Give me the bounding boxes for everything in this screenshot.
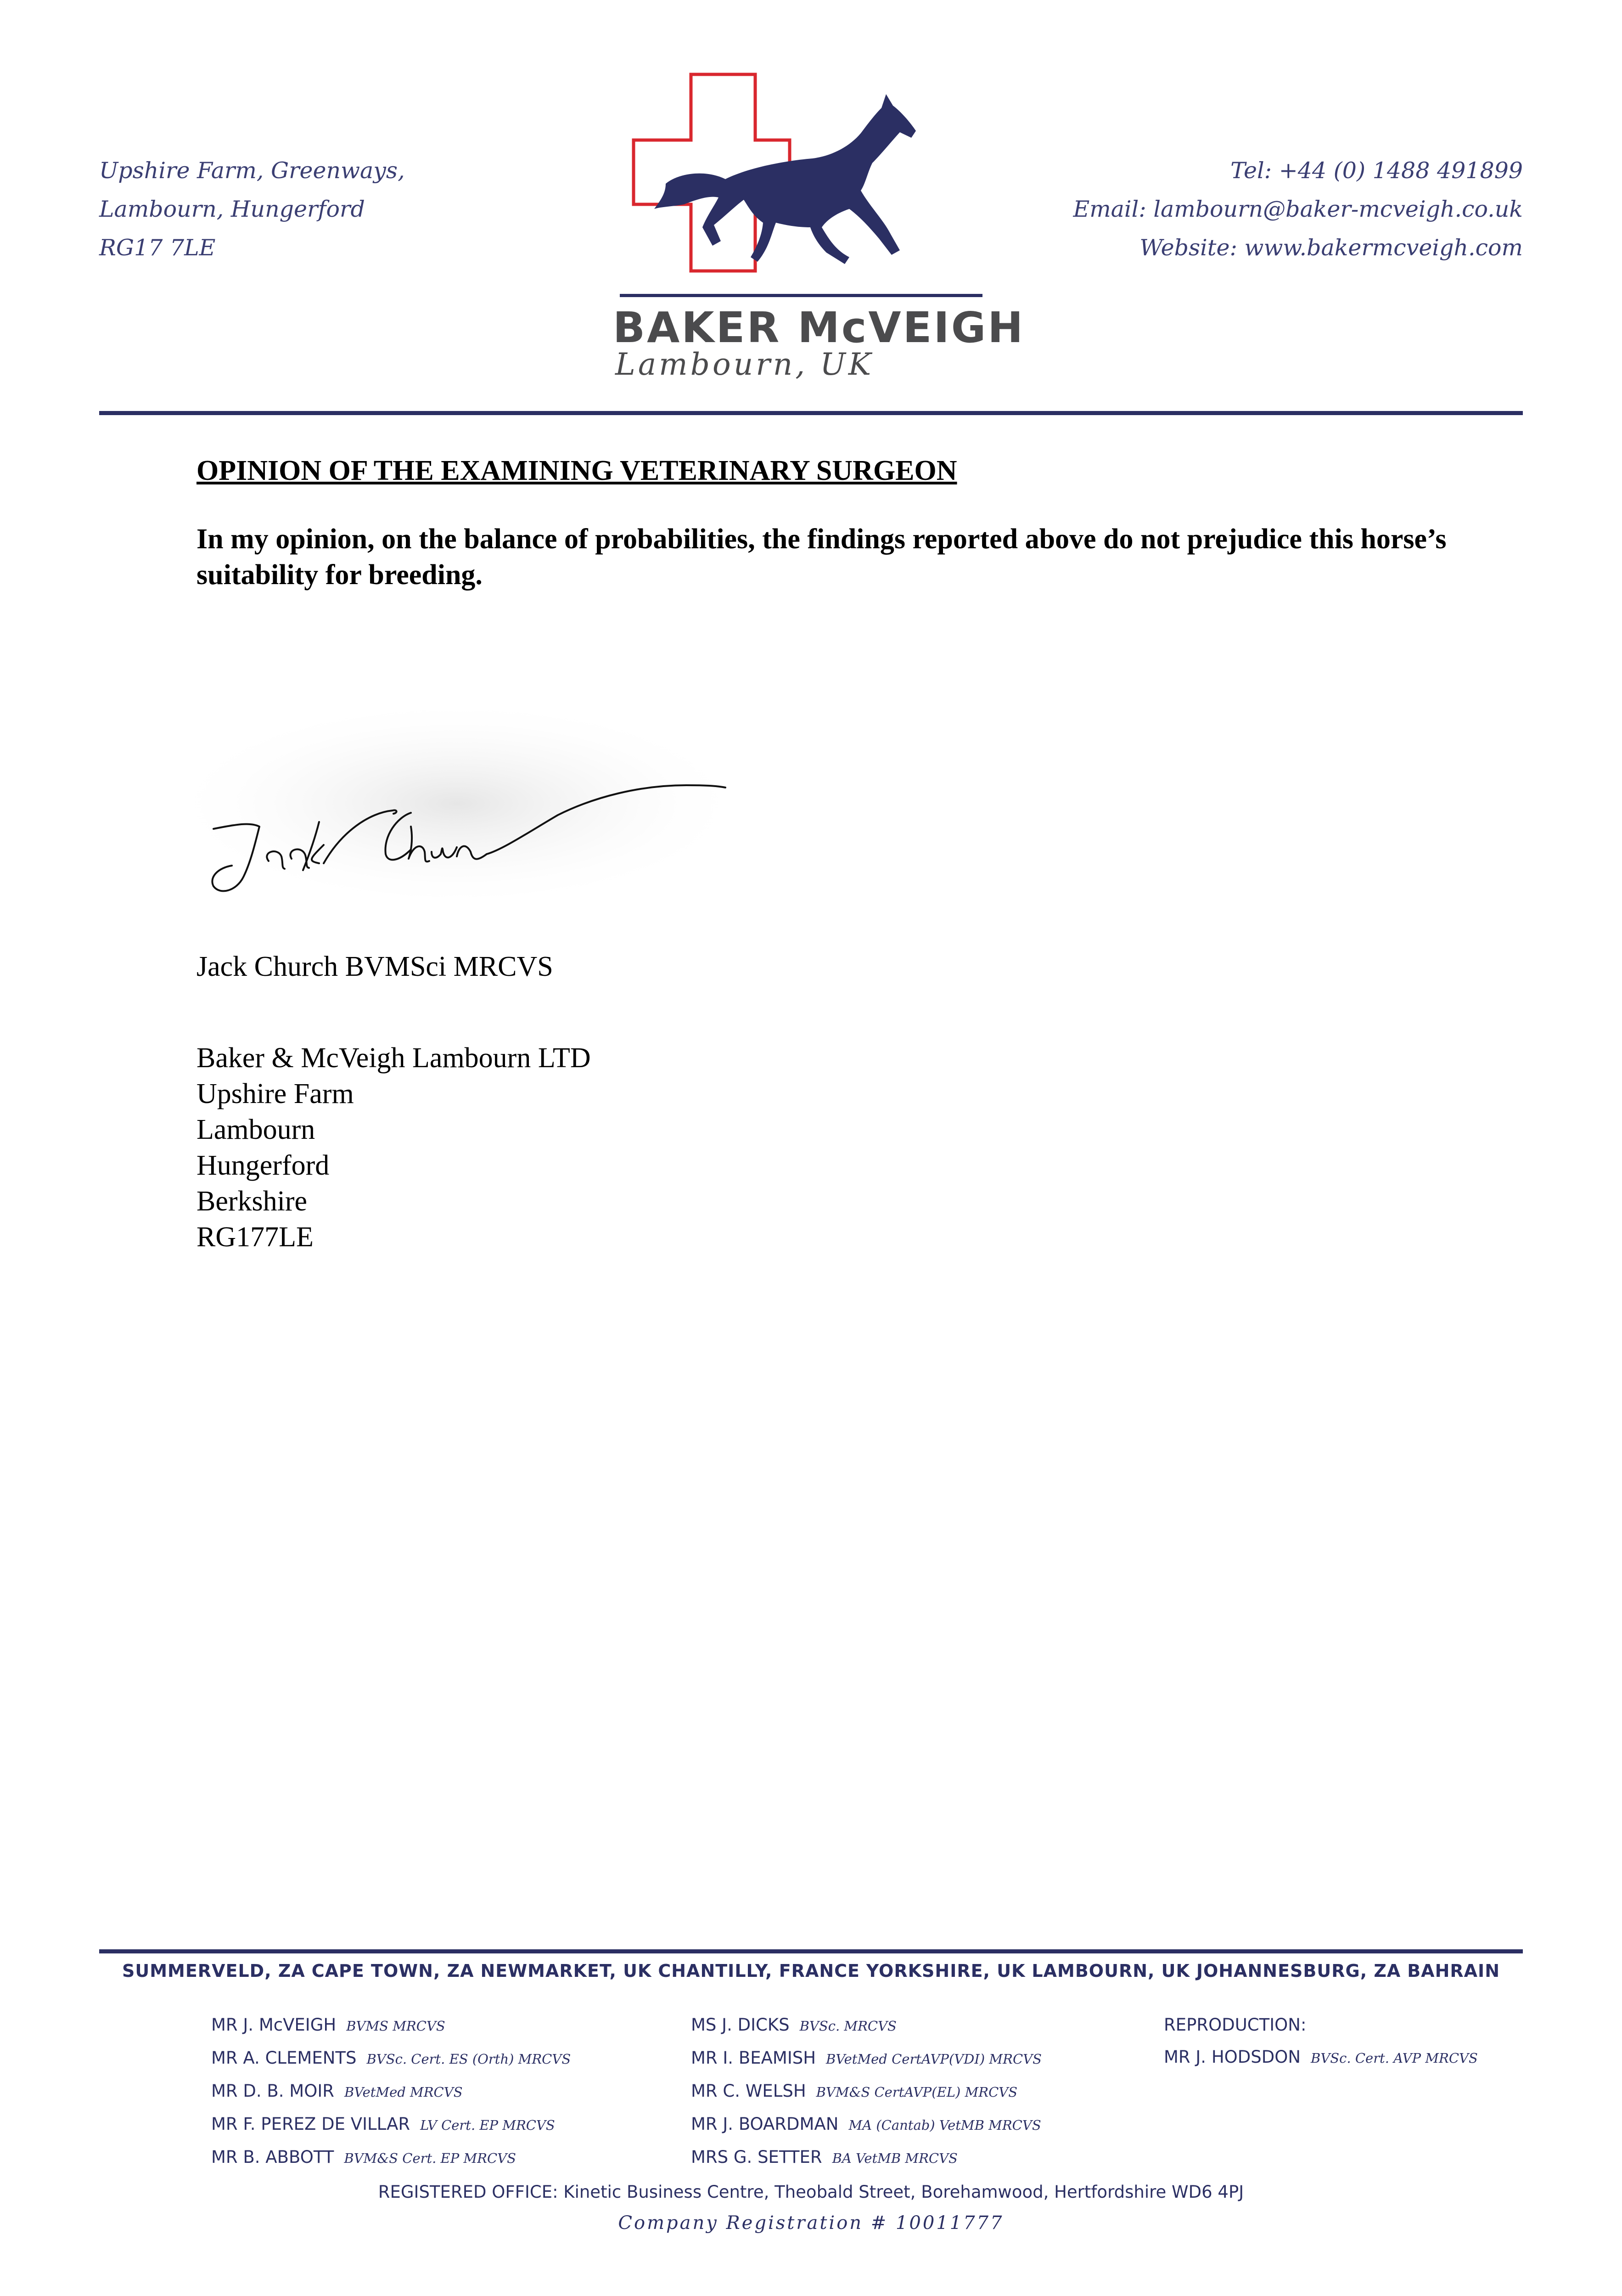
- staff-row: [691, 2108, 1042, 2141]
- staff-name: MR J. McVEIGH: [211, 2015, 337, 2035]
- staff-section-heading: REPRODUCTION:: [1164, 2015, 1307, 2035]
- staff-name: MR F. PEREZ DE VILLAR: [211, 2114, 410, 2134]
- staff-name: MR A. CLEMENTS: [211, 2048, 357, 2068]
- header-website: Website: www.bakermcveigh.com: [1139, 235, 1523, 261]
- header-address-line: Upshire Farm, Greenways,: [99, 158, 405, 184]
- brand-name: BAKER McVEIGH: [613, 303, 1025, 352]
- address-line: Upshire Farm: [196, 1078, 354, 1109]
- staff-row: [211, 2108, 571, 2141]
- location-item: NEWMARKET, UK: [480, 1961, 652, 1981]
- staff-column-2: [691, 2009, 1042, 2174]
- staff-qualification: BVetMed MRCVS: [344, 2084, 463, 2100]
- header-address: [99, 152, 405, 267]
- staff-row: [1164, 2041, 1478, 2074]
- staff-name: MR J. BOARDMAN: [691, 2114, 839, 2134]
- staff-qualification: BVM&S Cert. EP MRCVS: [344, 2150, 516, 2166]
- location-item: SUMMERVELD, ZA: [122, 1961, 305, 1981]
- header-contact: [1073, 152, 1523, 267]
- staff-row: [691, 2042, 1042, 2075]
- signer-name: Jack Church BVMSci MRCVS: [196, 951, 553, 982]
- staff-row: [211, 2075, 571, 2108]
- page-title: OPINION OF THE EXAMINING VETERINARY SURGEON: [196, 455, 957, 486]
- header-email: Email: lambourn@baker-mcveigh.co.uk: [1073, 196, 1523, 222]
- location-item: LAMBOURN, UK: [1032, 1961, 1190, 1981]
- header-address-line: RG17 7LE: [99, 235, 216, 261]
- staff-name: MS J. DICKS: [691, 2015, 790, 2035]
- logo-divider: [620, 294, 982, 297]
- signature-jack-church: [181, 680, 760, 918]
- footer-locations: [99, 1961, 1523, 1981]
- staff-name: MR C. WELSH: [691, 2081, 806, 2101]
- staff-name: MRS G. SETTER: [691, 2147, 822, 2167]
- staff-qualification: LV Cert. EP MRCVS: [420, 2117, 555, 2133]
- staff-qualification: BVSc. MRCVS: [799, 2018, 897, 2034]
- address-line: Lambourn: [196, 1114, 315, 1145]
- staff-qualification: BVSc. Cert. AVP MRCVS: [1311, 2050, 1478, 2066]
- practice-address: [196, 1040, 591, 1255]
- staff-name: MR J. HODSDON: [1164, 2047, 1301, 2067]
- staff-row: [691, 2009, 1042, 2042]
- header-rule: [99, 411, 1523, 415]
- staff-column-1: [211, 2009, 571, 2174]
- staff-qualification: BVM&S CertAVP(EL) MRCVS: [816, 2084, 1018, 2100]
- galloping-horse-icon: [654, 94, 916, 264]
- brand-location: Lambourn, UK: [615, 347, 874, 382]
- address-line: Berkshire: [196, 1186, 308, 1217]
- address-line: Hungerford: [196, 1150, 330, 1181]
- company-registration: Company Registration # 10011777: [618, 2212, 1004, 2234]
- header-address-line: Lambourn, Hungerford: [99, 196, 365, 222]
- staff-qualification: BA VetMB MRCVS: [832, 2150, 958, 2166]
- address-line: RG177LE: [196, 1221, 314, 1253]
- location-item: YORKSHIRE, UK: [866, 1961, 1026, 1981]
- staff-qualification: BVetMed CertAVP(VDI) MRCVS: [826, 2051, 1042, 2067]
- staff-row: [211, 2042, 571, 2075]
- staff-column-3: [1164, 2009, 1478, 2074]
- staff-row: [211, 2141, 571, 2174]
- staff-name: MR D. B. MOIR: [211, 2081, 334, 2101]
- registered-office: REGISTERED OFFICE: Kinetic Business Centre, Theobald Street, Borehamwood, Hertfordshire WD6 4PJ: [378, 2182, 1244, 2202]
- footer-rule: [99, 1949, 1523, 1953]
- staff-name: MR B. ABBOTT: [211, 2147, 334, 2167]
- location-item: BAHRAIN: [1407, 1961, 1500, 1981]
- staff-row: [211, 2009, 571, 2042]
- header-phone: Tel: +44 (0) 1488 491899: [1230, 158, 1523, 184]
- staff-row: [691, 2141, 1042, 2174]
- staff-qualification: MA (Cantab) VetMB MRCVS: [848, 2117, 1041, 2133]
- opinion-statement: In my opinion, on the balance of probabilities, the findings reported above do not prejudice this horse’s suitability for breeding.: [196, 523, 1447, 591]
- location-item: JOHANNESBURG, ZA: [1196, 1961, 1401, 1981]
- location-item: CHANTILLY, FRANCE: [658, 1961, 860, 1981]
- staff-qualification: BVSc. Cert. ES (Orth) MRCVS: [366, 2051, 571, 2067]
- staff-qualification: BVMS MRCVS: [346, 2018, 445, 2034]
- staff-name: MR I. BEAMISH: [691, 2048, 816, 2068]
- location-item: CAPE TOWN, ZA: [311, 1961, 474, 1981]
- address-line: Baker & McVeigh Lambourn LTD: [196, 1042, 591, 1074]
- staff-row: [691, 2075, 1042, 2108]
